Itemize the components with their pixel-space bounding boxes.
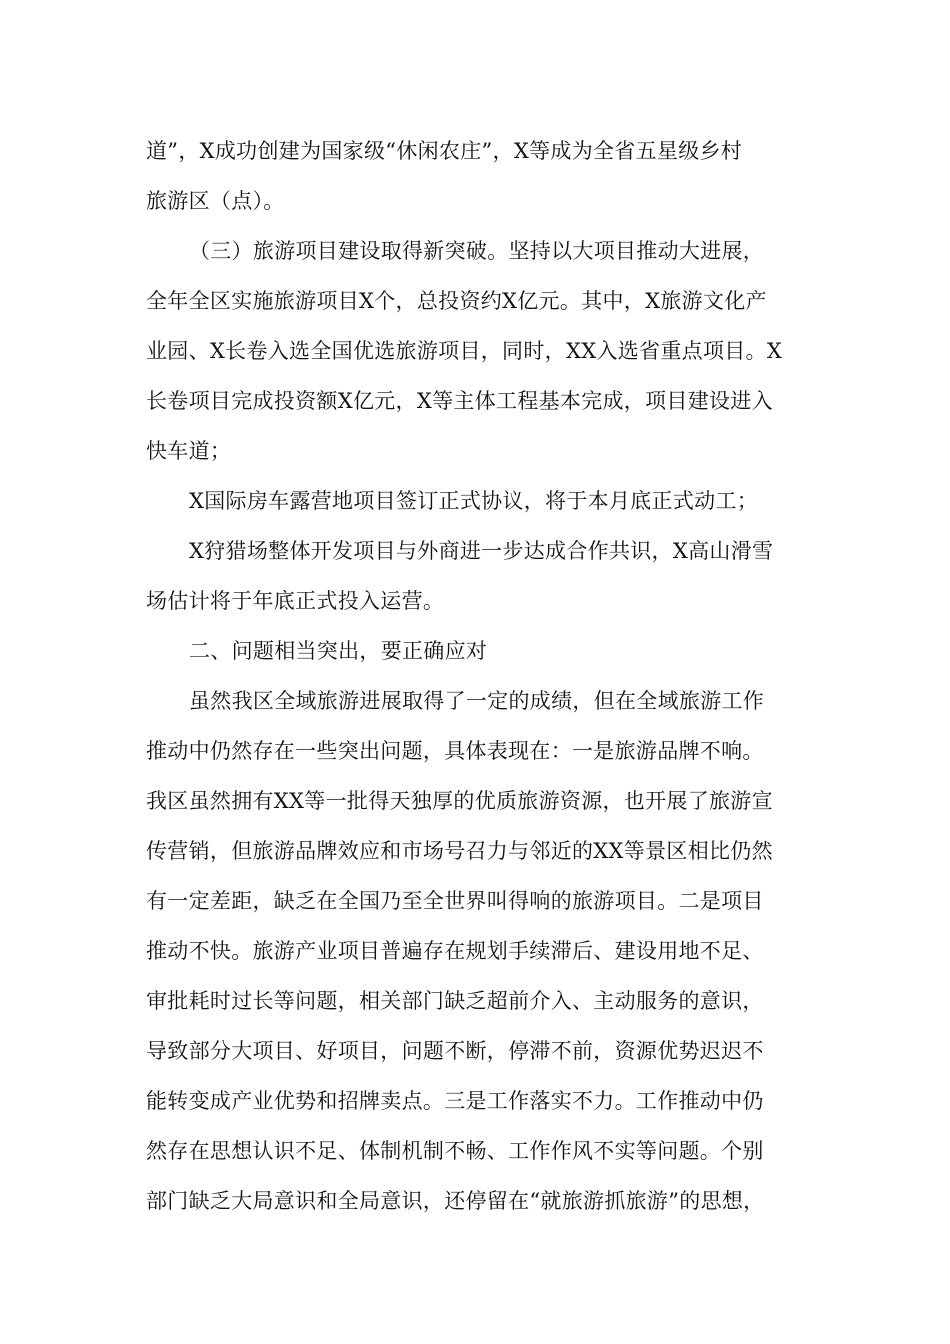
- text-line: 能转变成产业优势和招牌卖点。三是工作落实不力。工作推动中仍: [146, 1089, 764, 1113]
- text-line: X国际房车露营地项目签订正式协议，将于本月底正式动工；: [189, 489, 759, 513]
- text-line: 有一定差距，缺乏在全国乃至全世界叫得响的旅游项目。二是项目: [146, 889, 764, 913]
- text-line: 长卷项目完成投资额X亿元，X等主体工程基本完成，项目建设进入: [146, 389, 773, 413]
- text-line: 虽然我区全域旅游进展取得了一定的成绩，但在全域旅游工作: [189, 689, 765, 713]
- text-line: 导致部分大项目、好项目，问题不断，停滞不前，资源优势迟迟不: [146, 1039, 764, 1063]
- text-line: 我区虽然拥有XX等一批得天独厚的优质旅游资源，也开展了旅游宣: [146, 789, 773, 813]
- text-line: 业园、X长卷入选全国优选旅游项目，同时，XX入选省重点项目。X: [146, 339, 783, 363]
- text-line: 道”，X成功创建为国家级“休闲农庄”，X等成为全省五星级乡村: [146, 139, 743, 163]
- section-heading-3: （三）旅游项目建设取得新突破。坚持以大项目推动大进展，: [189, 239, 765, 263]
- text-line: 传营销，但旅游品牌效应和市场号召力与邻近的XX等景区相比仍然: [146, 839, 773, 863]
- text-line: 旅游区（点）。: [146, 189, 285, 213]
- text-line: 推动不快。旅游产业项目普遍存在规划手续滞后、建设用地不足、: [146, 939, 764, 963]
- text-line: 快车道；: [146, 439, 232, 463]
- text-line: 部门缺乏大局意识和全局意识，还停留在“就旅游抓旅游”的思想，: [146, 1189, 765, 1213]
- text-line: 全年全区实施旅游项目X个，总投资约X亿元。其中，X旅游文化产: [146, 289, 767, 313]
- text-line: 审批耗时过长等问题，相关部门缺乏超前介入、主动服务的意识，: [146, 989, 764, 1013]
- text-line: 场估计将于年底正式投入运营。: [146, 589, 445, 613]
- text-line: 推动中仍然存在一些突出问题，具体表现在：一是旅游品牌不响。: [146, 739, 764, 763]
- text-line: X狩猎场整体开发项目与外商进一步达成合作共识，X高山滑雪: [189, 539, 774, 563]
- section-heading-2: 二、问题相当突出，要正确应对: [189, 639, 488, 663]
- text-line: 然存在思想认识不足、体制机制不畅、工作作风不实等问题。个别: [146, 1139, 764, 1163]
